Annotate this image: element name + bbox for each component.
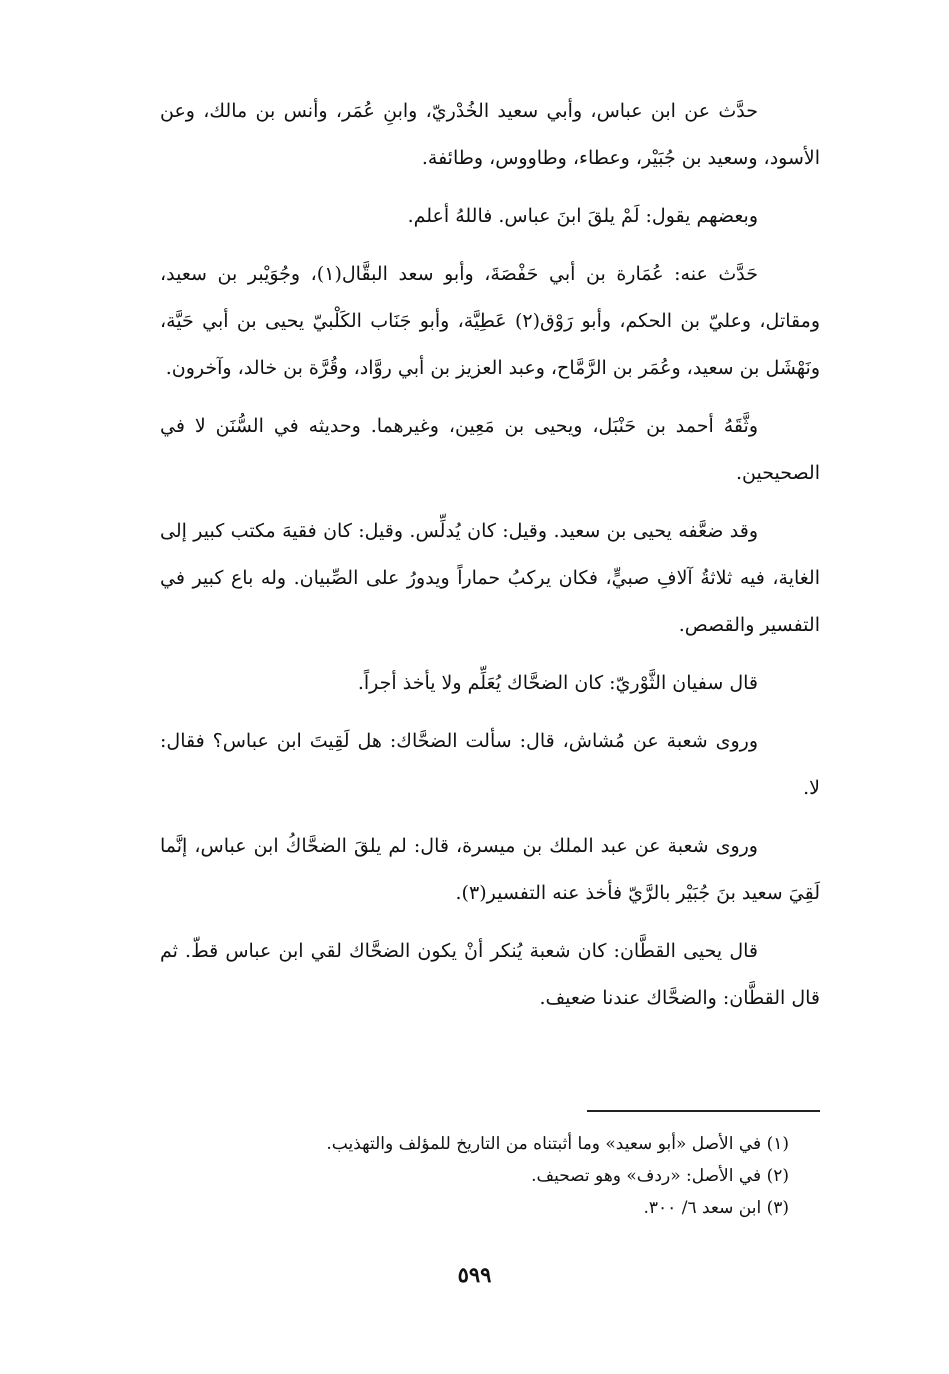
paragraph: قال سفيان الثَّوْريّ: كان الضحَّاك يُعَلِّم ولا يأخذ أجراً. — [357, 672, 758, 694]
footnote-divider — [587, 1110, 820, 1112]
paragraph: وروى شعبة عن مُشاش، قال: سألت الضحَّاك: هل لَقِيتَ ابن عباس؟ فقال: لا. — [160, 730, 820, 799]
paragraph: حدَّث عن ابن عباس، وأبي سعيد الخُدْريّ، وابنِ عُمَر، وأنس بن مالك، وعن الأسود، وسعيد بن جُبَيْر، وعطاء، وطاووس، وطائفة. — [160, 100, 820, 169]
paragraph: وبعضهم يقول: لَمْ يلقَ ابنَ عباس. فاللهُ أعلم. — [407, 205, 758, 227]
page-number: ٥٩٩ — [457, 1262, 492, 1287]
footnotes — [189, 1128, 789, 1224]
footnote: (١) في الأصل «أبو سعيد» وما أثبتناه من التاريخ للمؤلف والتهذيب. — [326, 1134, 789, 1154]
main-text — [160, 88, 820, 1033]
paragraph: وروى شعبة عن عبد الملك بن ميسرة، قال: لم يلقَ الضحَّاكُ ابن عباس، إنَّما لَقِيَ سعيد بنَ جُبَيْر بالرَّيّ فأخذ عنه التفسير(٣). — [160, 835, 820, 904]
paragraph: قال يحيى القطَّان: كان شعبة يُنكر أنْ يكون الضحَّاك لقي ابن عباس قطّ. ثم قال القطَّان: والضحَّاك عندنا ضعيف. — [160, 940, 820, 1009]
paragraph: حَدَّث عنه: عُمَارة بن أبي حَفْصَةَ، وأبو سعد البقَّال(١)، وجُوَيْبر بن سعيد، ومقاتل، وعليّ بن الحكم، وأبو رَوْق(٢) عَطِيَّة، وأبو جَنَاب الكَلْبيّ يحيى بن أبي حَيَّة، ونَهْشَل بن سعيد، وعُمَر بن الرَّمَّاح، وعبد العزيز بن أبي روَّاد، وقُرَّة بن خالد، وآخرون. — [160, 263, 820, 379]
footnote: (٣) ابن سعد ٦/ ٣٠٠. — [643, 1198, 789, 1218]
paragraph: وقد ضعَّفه يحيى بن سعيد. وقيل: كان يُدلِّس. وقيل: كان فقيهَ مكتب كبير إلى الغاية، فيه ثلاثةُ آلافِ صبيٍّ، فكان يركبُ حماراً ويدورُ على الصِّبيان. وله باع كبير في التفسير والقصص. — [160, 520, 820, 636]
footnote: (٢) في الأصل: «ردف» وهو تصحيف. — [531, 1166, 789, 1186]
paragraph: وثَّقَهُ أحمد بن حَنْبَل، ويحيى بن مَعِين، وغيرهما. وحديثه في السُّنَن لا في الصحيحين. — [160, 415, 820, 484]
